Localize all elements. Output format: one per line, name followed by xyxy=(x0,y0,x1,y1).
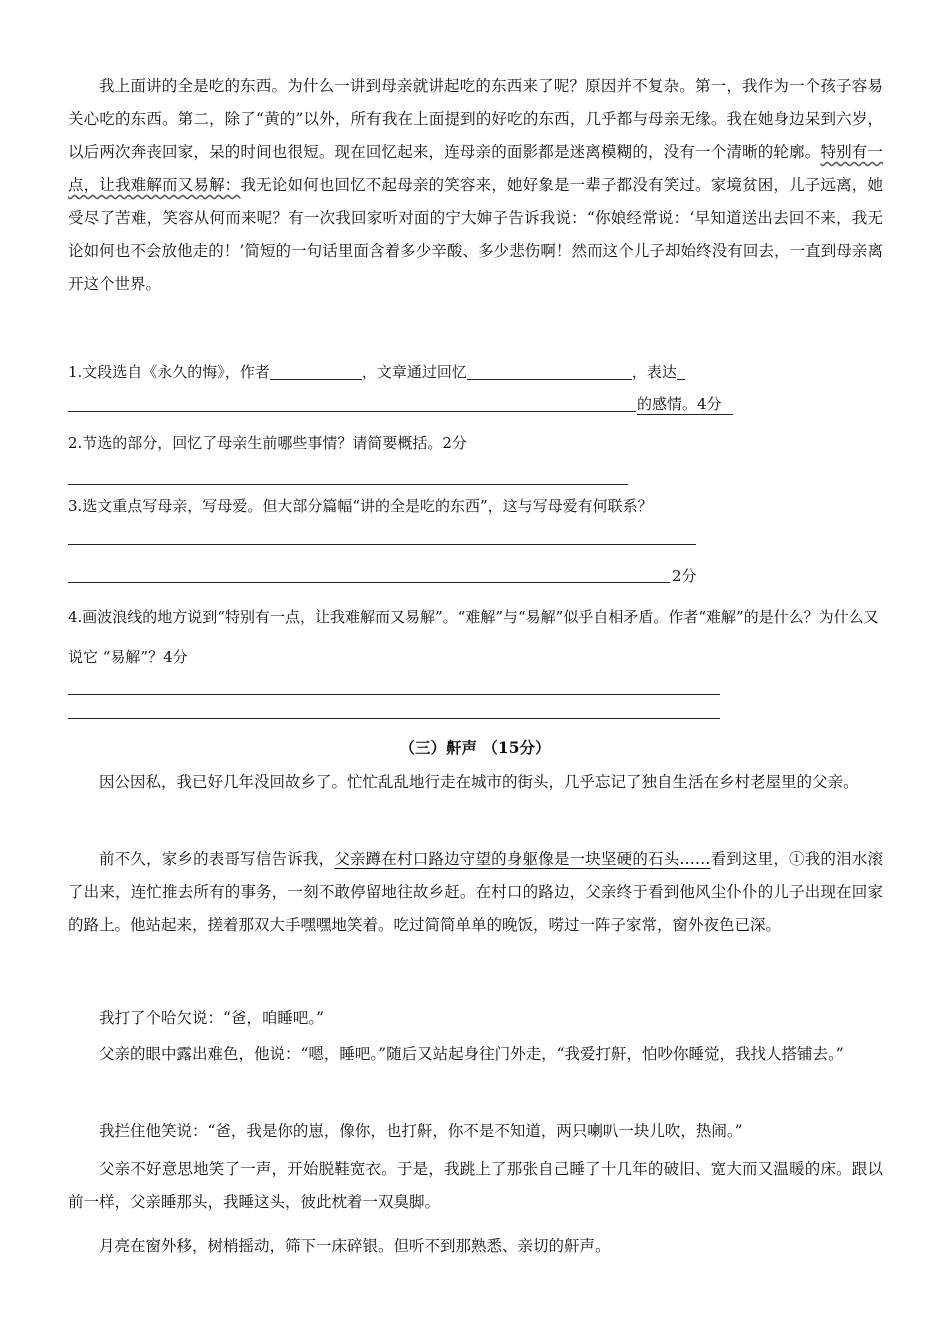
question-1-text-2: ，文章通过回忆 xyxy=(361,363,467,381)
story-paragraph-3: 我打了个哈欠说：“爸，咱睡吧。” xyxy=(99,1009,325,1027)
answer-line[interactable] xyxy=(68,544,696,545)
answer-line[interactable] xyxy=(68,484,628,485)
story-paragraph-4: 父亲的眼中露出难色，他说：“嗯，睡吧。”随后又站起身往门外走，“我爱打鼾，怕吵你睡觉，我找人搭铺去。” xyxy=(99,1045,844,1063)
story-paragraph-2 xyxy=(68,843,883,942)
story-paragraph-5: 我拦住他笑说：“爸，我是你的崽，像你，也打鼾，你不是不知道，两只喇叭一块儿吹，热闹。” xyxy=(99,1122,743,1140)
question-1-score-label: 的感情。4分 xyxy=(637,393,733,415)
answer-line[interactable] xyxy=(68,411,636,412)
story-paragraph-7: 月亮在窗外移，树梢摇动，筛下一床碎银。但听不到那熟悉、亲切的鼾声。 xyxy=(99,1237,611,1255)
question-4: 4.画波浪线的地方说到“特别有一点，让我难解而又易解”。“难解”与“易解”似乎自相矛盾。作者“难解”的是什么？为什么又说它 “易解”？4分 xyxy=(68,608,879,666)
question-3-score: 2分 xyxy=(672,567,697,585)
answer-line[interactable] xyxy=(68,718,720,719)
underlined-sentence: 父亲蹲在村口路边守望的身躯像是一块坚硬的石头…… xyxy=(334,850,711,868)
story-paragraph-6: 父亲不好意思地笑了一声，开始脱鞋宽衣。于是，我跳上了那张自己睡了十几年的破旧、宽大而又温暖的床。跟以前一样，父亲睡那头，我睡这头，彼此枕着一双臭脚。 xyxy=(68,1160,883,1211)
wavy-underlined-text: 特别有一点，让我难解而又易解： xyxy=(68,143,883,194)
answer-blank-recall[interactable] xyxy=(467,361,632,380)
passage-text: 我上面讲的全是吃的东西。为什么一讲到母亲就讲起吃的东西来了呢？原因并不复杂。第一，我作为一个孩子容易关心吃的东西。第二，除了“黄的”以外，所有我在上面提到的好吃的东西，几乎都与母亲无缘。我在她身边呆到六岁，以后两次奔丧回家，呆的时间也很短。现在回忆起来，连母亲的面影都是迷离模糊的，没有一个清晰的轮廓。 xyxy=(68,77,883,161)
question-1-text-3: ，表达 xyxy=(631,363,677,381)
answer-line[interactable] xyxy=(68,582,670,583)
question-1 xyxy=(68,357,883,387)
answer-blank-author[interactable] xyxy=(270,361,362,380)
answer-blank-express-start[interactable] xyxy=(677,361,685,380)
section-title: （三）鼾声 （15分） xyxy=(399,738,551,757)
question-2: 2.节选的部分，回忆了母亲生前哪些事情？请简要概括。2分 xyxy=(68,434,467,452)
story-text-continued: 看到这里，①我的泪水滚了出来，连忙推去所有的事务，一刻不敢停留地往故乡赶。在村口的路边，父亲终于看到他风尘仆仆的儿子出现在回家的路上。他站起来，搓着那双大手嘿嘿地笑着。吃过简简单单的晚饭，唠过一阵子家常，窗外夜色已深。 xyxy=(68,850,883,934)
passage-paragraph xyxy=(68,70,883,301)
story-text: 前不久，家乡的表哥写信告诉我， xyxy=(99,850,335,868)
question-3: 3.选文重点写母亲，写母爱。但大部分篇幅“讲的全是吃的东西”，这与写母爱有何联系？ xyxy=(68,497,653,515)
passage-text-continued: 我无论如何也回忆不起母亲的笑容来，她好象是一辈子都没有笑过。家境贫困，儿子远离，她受尽了苦难，笑容从何而来呢？有一次我回家听对面的宁大婶子告诉我说：“你娘经常说：‘早知道送出去回不来，我无论如何也不会放他走的！’简短的一句话里面含着多少辛酸、多少悲伤啊！然而这个儿子却始终没有回去，一直到母亲离开这个世界。 xyxy=(68,176,883,293)
question-1-text: 1.文段选自《永久的悔》，作者 xyxy=(68,363,270,381)
answer-line[interactable] xyxy=(68,694,720,695)
story-paragraph-1: 因公因私，我已好几年没回故乡了。忙忙乱乱地行走在城市的街头，几乎忘记了独自生活在乡村老屋里的父亲。 xyxy=(99,773,859,791)
